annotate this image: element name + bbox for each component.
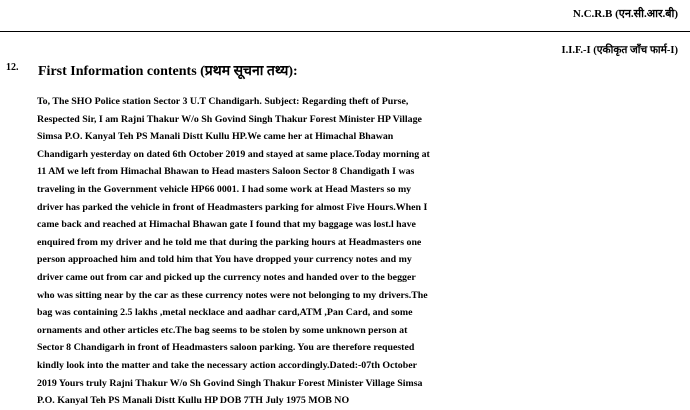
content-line: driver has parked the vehicle in front of Headmasters parking for almost Five Hours.When I [37,201,428,213]
content-line: Chandigarh yesterday on dated 6th October 2019 and stayed at same place.Today morning at [37,148,430,160]
content-line: person approached him and told him that You have dropped your currency notes and my [37,254,412,266]
content-line: ornaments and other articles etc.The bag seems to be stolen by some unknown person at [37,324,408,336]
content-line: kindly look into the matter and take the necessary action accordingly.Dated:-07th October [37,359,417,371]
content-line: 2019 Yours truly Rajni Thakur W/o Sh Govind Singh Thakur Forest Minister Village Simsa [37,377,423,389]
content-line: driver came out from car and picked up the currency notes and handed over to the begger [37,271,416,283]
content-line: P.O. Kanyal Teh PS Manali Distt Kullu HP DOB 7TH July 1975 MOB NO [37,395,350,407]
org-header: N.C.R.B (एन.सी.आर.बी) [572,8,678,20]
content-line: who was sitting near by the car as these currency notes were not belonging to my drivers.The [37,289,428,301]
fir-content-body [37,93,687,410]
form-id-label: I.I.F.-I (एकीकृत जाँच फार्म-I) [561,45,678,56]
section-title: First Information contents (प्रथम सूचना तथ्य): [38,64,298,79]
content-line: 11 AM we left from Himachal Bhawan to Head masters Saloon Sector 8 Chandigath I was [37,166,415,178]
content-line: traveling in the Government vehicle HP66 0001. I had some work at Head Masters so my [37,183,412,195]
content-line: Sector 8 Chandigarh in front of Headmasters saloon parking. You are therefore requested [37,342,415,354]
section-number: 12. [6,62,19,73]
content-line: To, The SHO Police station Sector 3 U.T Chandigarh. Subject: Regarding theft of Purse, [37,96,409,107]
content-line: Simsa P.O. Kanyal Teh PS Manali Distt Kullu HP.We came her at Himachal Bhawan [37,131,394,143]
content-line: Respected Sir, I am Rajni Thakur W/o Sh Govind Singh Thakur Forest Minister HP Village [37,113,422,125]
content-line: came back and reached at Himachal Bhawan gate I found that my baggage was lost.l have [37,219,416,231]
header-divider [0,31,690,32]
content-line: enquired from my driver and he told me that during the parking hours at Headmasters one [37,236,422,248]
content-line: bag was containing 2.5 lakhs ,metal necklace and aadhar card,ATM ,Pan Card, and some [37,307,413,319]
